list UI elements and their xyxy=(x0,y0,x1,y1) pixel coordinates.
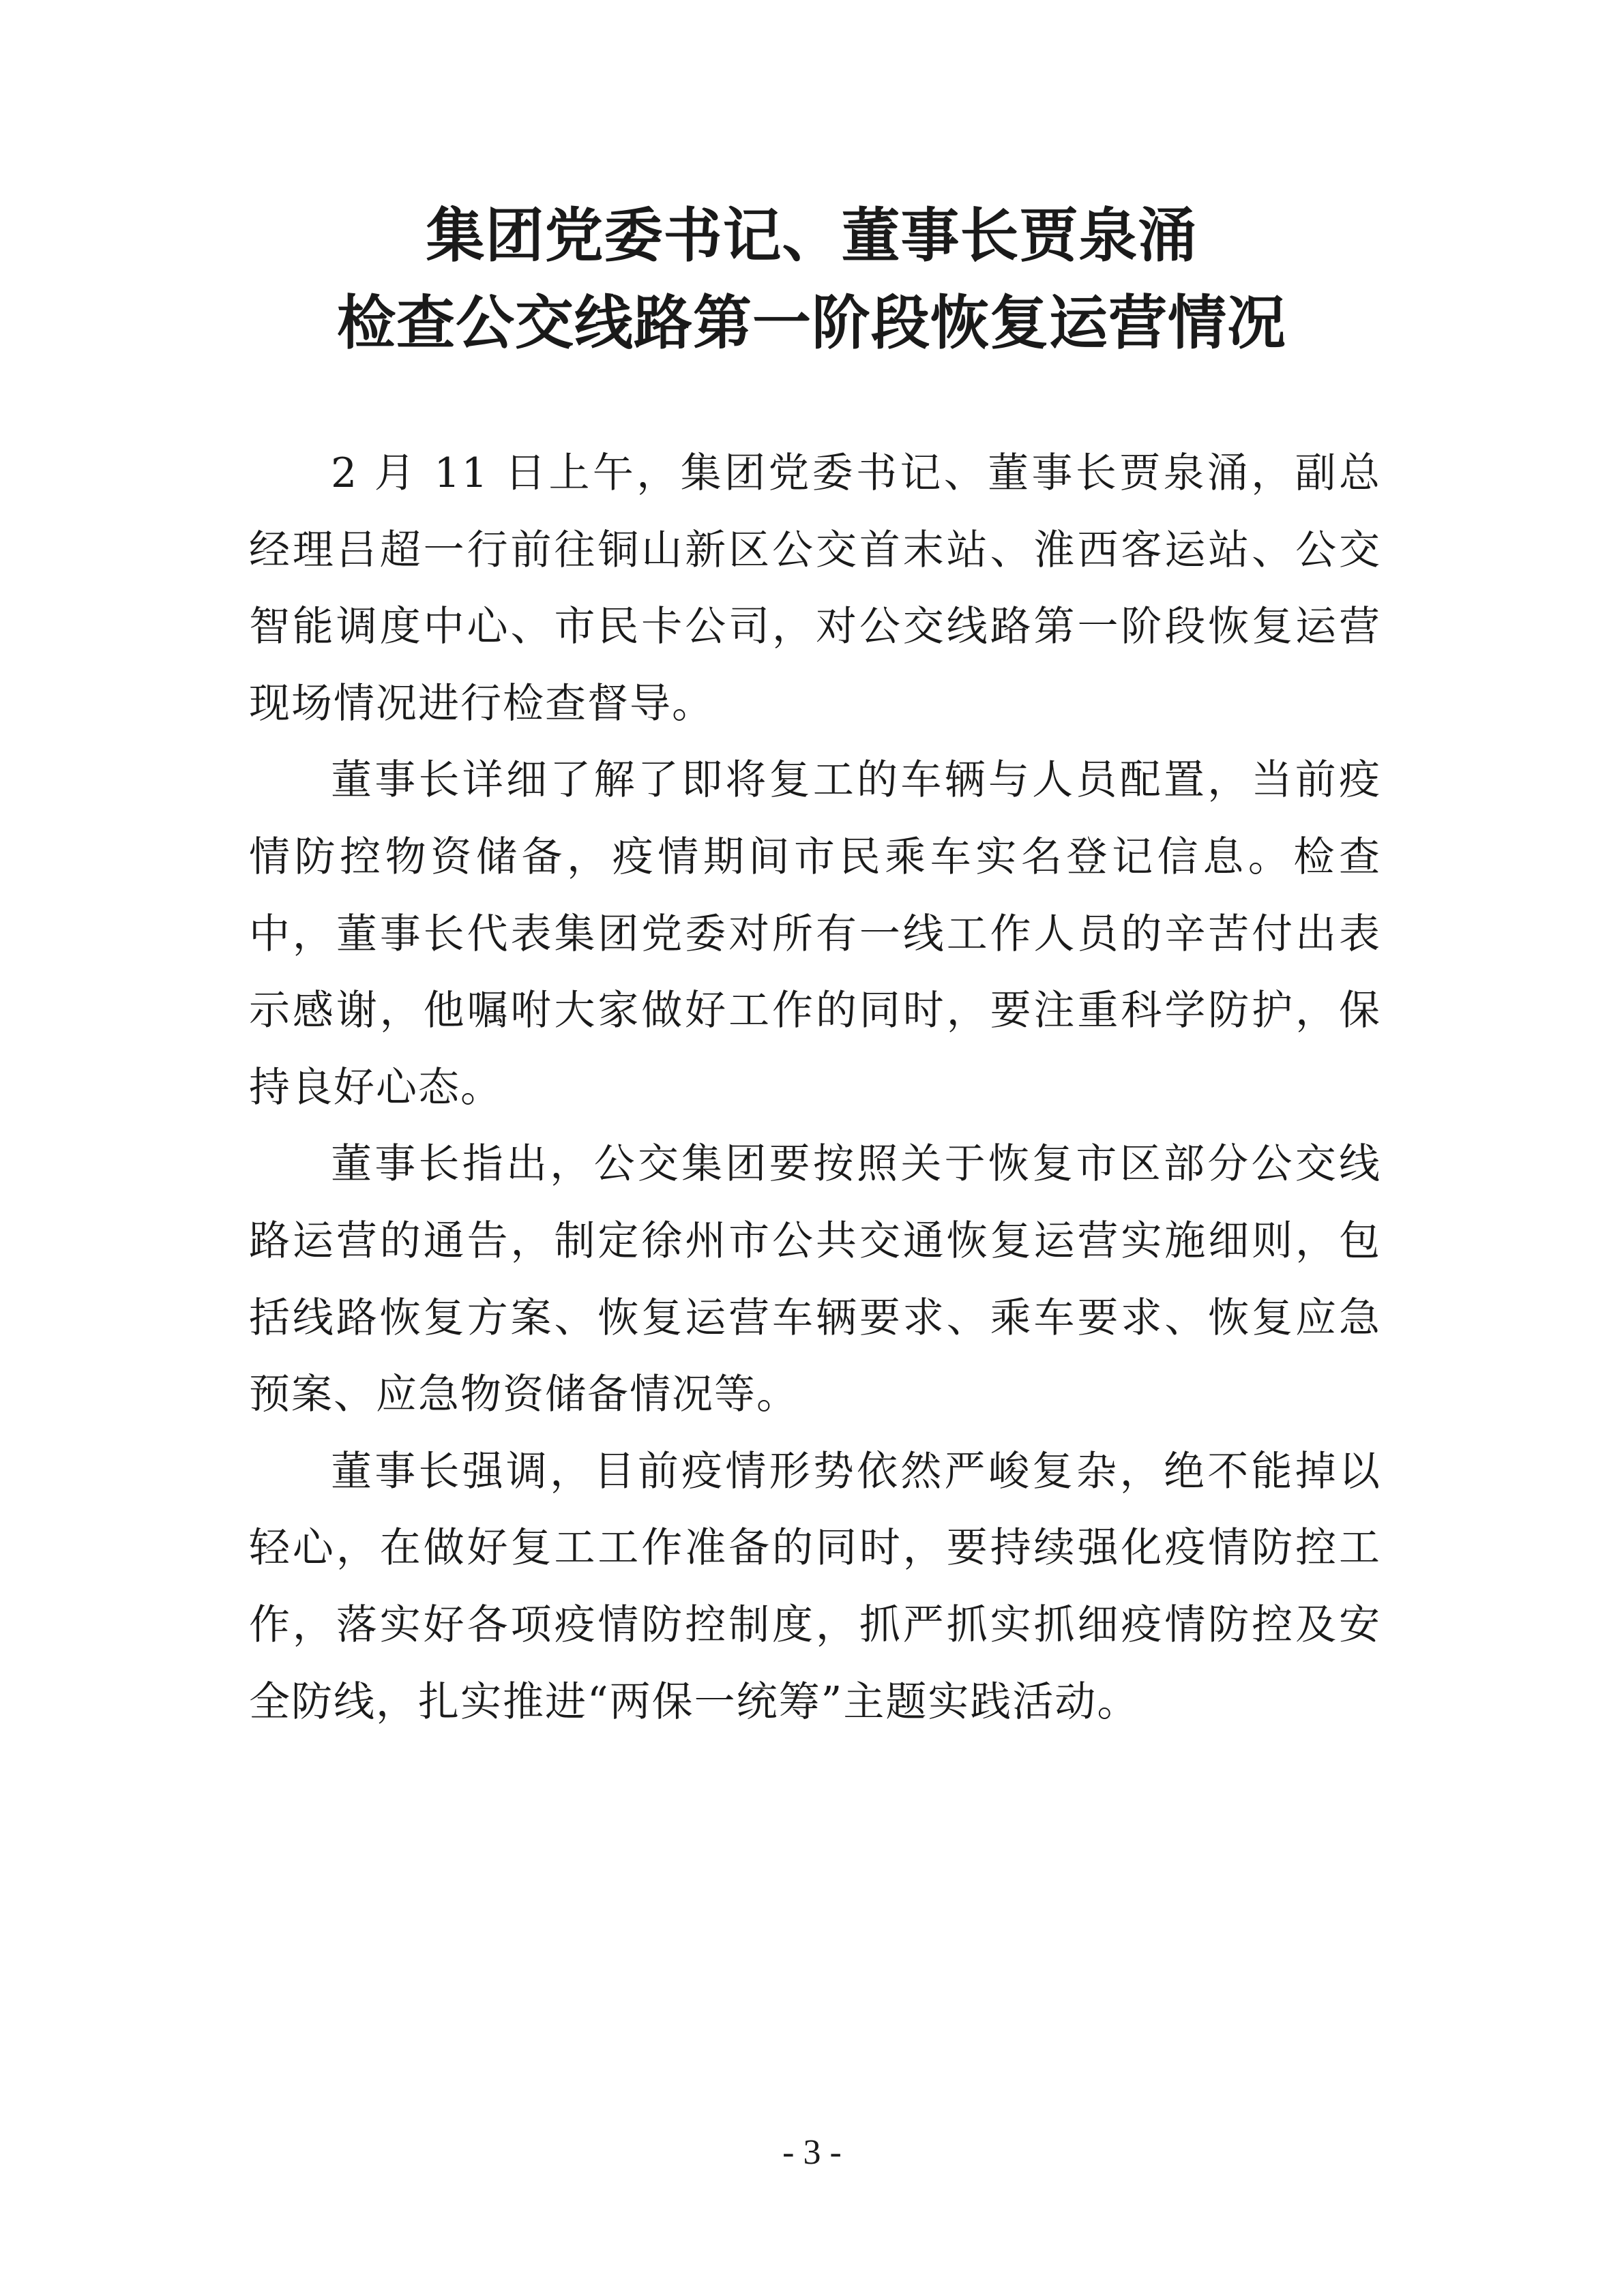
paragraph-1: 2 月 11 日上午，集团党委书记、董事长贾泉涌，副总经理吕超一行前往铜山新区公交首末站、淮西客运站、公交智能调度中心、市民卡公司，对公交线路第一阶段恢复运营现场情况进行检查督导。 xyxy=(249,449,1381,728)
title-line-2: 检查公交线路第一阶段恢复运营情况 xyxy=(337,288,1286,357)
paragraph-2: 董事长详细了解了即将复工的车辆与人员配置，当前疫情防控物资储备，疫情期间市民乘车实名登记信息。检查中，董事长代表集团党委对所有一线工作人员的辛苦付出表示感谢，他嘱咐大家做好工作的同时，要注重科学防护，保持良好心态。 xyxy=(249,756,1381,1112)
paragraph-3: 董事长指出，公交集团要按照关于恢复市区部分公交线路运营的通告，制定徐州市公共交通恢复运营实施细则，包括线路恢复方案、恢复运营车辆要求、乘车要求、恢复应急预案、应急物资储备情况等。 xyxy=(249,1140,1381,1419)
page-number: - 3 - xyxy=(782,2133,842,2172)
title-line-1: 集团党委书记、董事长贾泉涌 xyxy=(426,201,1198,270)
document-title xyxy=(246,192,1378,367)
document-body xyxy=(249,435,1381,1740)
paragraph-4: 董事长强调，目前疫情形势依然严峻复杂，绝不能掉以轻心，在做好复工工作准备的同时，要持续强化疫情防控工作，落实好各项疫情防控制度，抓严抓实抓细疫情防控及安全防线，扎实推进“两保一统筹”主题实践活动。 xyxy=(249,1447,1381,1726)
